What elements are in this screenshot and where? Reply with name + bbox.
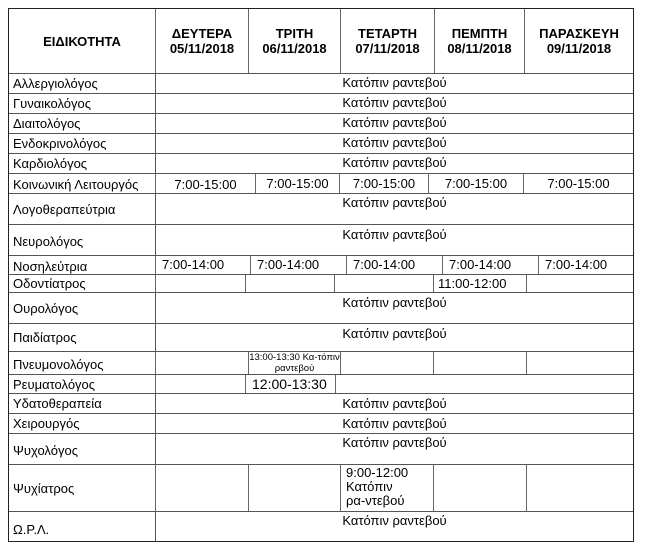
- day-cell: 13:00-13:30 Κα-τόπιν ραντεβού: [249, 352, 340, 374]
- row-specialty: Κοινωνική Λειτουργός: [13, 177, 139, 192]
- day-cell: [155, 275, 245, 292]
- row-specialty: Ενδοκρινολόγος: [13, 136, 107, 151]
- table-row: [9, 413, 633, 433]
- day-cell: 7:00-14:00: [250, 256, 346, 274]
- table-row: [9, 133, 633, 153]
- table-row: [9, 511, 633, 541]
- day-cell: [155, 465, 248, 511]
- header-day-wednesday: [340, 9, 434, 73]
- row-specialty: Υδατοθεραπεία: [13, 396, 102, 411]
- row-specialty: Καρδιολόγος: [13, 156, 88, 171]
- row-specialty: Ρευματολόγος: [13, 377, 96, 392]
- day-date: 07/11/2018: [355, 41, 420, 56]
- row-specialty: Ψυχίατρος: [13, 480, 75, 496]
- table-row: [9, 255, 633, 274]
- row-schedule: Κατόπιν ραντεβού: [155, 512, 633, 541]
- day-cell: [433, 352, 526, 374]
- day-name: ΠΑΡΑΣΚΕΥΗ: [539, 26, 619, 41]
- header-specialty-label: ΕΙΔΙΚΟΤΗΤΑ: [43, 33, 121, 49]
- day-cell: 7:00-14:00: [346, 256, 442, 274]
- day-cell: [155, 375, 245, 393]
- table-row: [9, 433, 633, 464]
- row-schedule: Κατόπιν ραντεβού: [155, 414, 633, 433]
- day-name: ΤΡΙΤΗ: [275, 26, 314, 41]
- table-row: [9, 274, 633, 292]
- day-cell: 7:00-14:00: [538, 256, 633, 274]
- row-schedule: Κατόπιν ραντεβού: [155, 293, 633, 323]
- row-specialty: Ω.Ρ.Λ.: [13, 521, 50, 537]
- table-row: [9, 393, 633, 413]
- day-cell: 7:00-15:00: [339, 174, 428, 193]
- table-row: [9, 292, 633, 323]
- day-cell: [526, 352, 633, 374]
- row-specialty: Πνευμονολόγος: [13, 357, 104, 372]
- day-cell: [433, 465, 526, 511]
- table-row: [9, 351, 633, 374]
- row-specialty: Διαιτολόγος: [13, 116, 81, 131]
- row-specialty: Γυναικολόγος: [13, 96, 92, 111]
- day-cell: 7:00-15:00: [523, 174, 633, 193]
- row-specialty: Αλλεργιολόγος: [13, 76, 98, 91]
- row-specialty: Νοσηλεύτρια: [13, 259, 88, 274]
- day-cell: [335, 375, 633, 393]
- header-specialty: [9, 9, 155, 73]
- row-schedule: Κατόπιν ραντεβού: [155, 74, 633, 93]
- day-cell: 7:00-14:00: [442, 256, 538, 274]
- header-row: [9, 9, 633, 73]
- table-row: [9, 464, 633, 511]
- schedule-table: [8, 8, 634, 542]
- table-row: [9, 224, 633, 255]
- day-cell: 12:00-13:30: [245, 375, 335, 393]
- day-cell: [334, 275, 433, 292]
- row-specialty: Ουρολόγος: [13, 300, 79, 316]
- header-day-friday: [524, 9, 633, 73]
- row-schedule: Κατόπιν ραντεβού: [155, 134, 633, 153]
- row-specialty: Νευρολόγος: [13, 233, 84, 249]
- row-schedule: Κατόπιν ραντεβού: [155, 154, 633, 173]
- row-specialty: Λογοθεραπεύτρια: [13, 201, 116, 217]
- day-date: 05/11/2018: [169, 41, 235, 56]
- day-cell: 7:00-15:00: [155, 174, 255, 193]
- header-day-monday: [155, 9, 248, 73]
- day-date: 09/11/2018: [546, 41, 612, 56]
- table-row: [9, 323, 633, 351]
- day-date: 08/11/2018: [447, 41, 512, 56]
- day-cell: 7:00-15:00: [255, 174, 339, 193]
- day-cell: 7:00-14:00: [155, 256, 250, 274]
- day-date: 06/11/2018: [262, 41, 327, 56]
- row-specialty: Παιδίατρος: [13, 330, 77, 345]
- table-row: [9, 73, 633, 93]
- header-day-thursday: [434, 9, 524, 73]
- table-row: [9, 374, 633, 393]
- table-row: [9, 193, 633, 224]
- day-cell: [526, 465, 633, 511]
- table-row: [9, 93, 633, 113]
- day-cell: [245, 275, 334, 292]
- row-schedule: Κατόπιν ραντεβού: [155, 394, 633, 413]
- row-schedule: Κατόπιν ραντεβού: [155, 114, 633, 133]
- row-schedule: Κατόπιν ραντεβού: [155, 324, 633, 351]
- header-day-tuesday: [248, 9, 340, 73]
- row-schedule: Κατόπιν ραντεβού: [155, 94, 633, 113]
- day-cell: [526, 275, 633, 292]
- table-row: [9, 113, 633, 133]
- table-row: [9, 173, 633, 193]
- day-cell: [155, 352, 248, 374]
- row-schedule: Κατόπιν ραντεβού: [155, 194, 633, 224]
- day-cell: 7:00-15:00: [428, 174, 523, 193]
- row-schedule: Κατόπιν ραντεβού: [155, 225, 633, 255]
- day-cell: 9:00-12:00 Κατόπιν ρα-ντεβού: [340, 465, 433, 511]
- row-specialty: Οδοντίατρος: [13, 276, 86, 291]
- day-cell: 11:00-12:00: [433, 275, 526, 292]
- day-name: ΤΕΤΑΡΤΗ: [358, 26, 417, 41]
- day-name: ΔΕΥΤΕΡΑ: [171, 26, 233, 41]
- row-specialty: Χειρουργός: [13, 416, 80, 431]
- day-cell: [340, 352, 433, 374]
- row-specialty: Ψυχολόγος: [13, 443, 78, 458]
- row-schedule: Κατόπιν ραντεβού: [155, 434, 633, 464]
- day-name: ΠΕΜΠΤΗ: [451, 26, 508, 41]
- table-row: [9, 153, 633, 173]
- day-cell: [248, 465, 340, 511]
